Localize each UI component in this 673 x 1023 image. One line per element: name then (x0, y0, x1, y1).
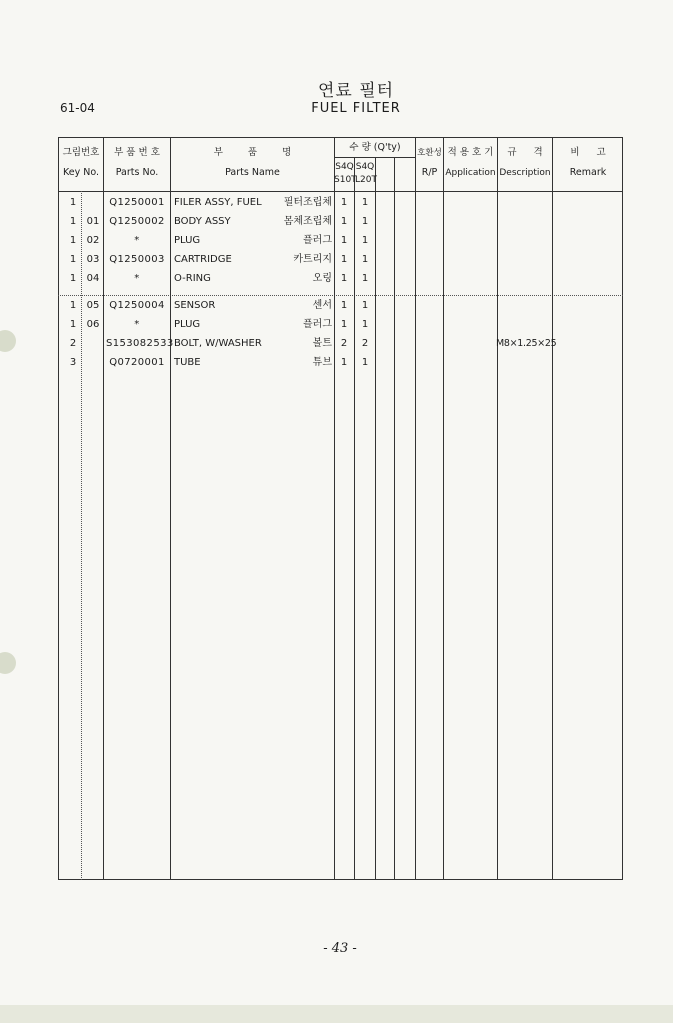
table-row-qty-model1: 1 (340, 357, 348, 368)
table-row-qty-model2: 1 (361, 254, 369, 265)
table-row-part-number: Q1250003 (109, 254, 165, 265)
col-divider-application (497, 137, 498, 880)
col-divider-qty3 (394, 157, 395, 880)
col-divider-qty-end (415, 137, 416, 880)
page-title-english: FUEL FILTER (311, 101, 401, 116)
table-row-qty-model1: 1 (340, 319, 348, 330)
header-qty: 수 량 (Q'ty) (349, 142, 401, 153)
table-row-qty-model2: 1 (361, 273, 369, 284)
header-rp-en: R/P (421, 167, 438, 178)
header-application-en: Application (445, 168, 496, 178)
table-row-part-name: BOLT, W/WASHER (174, 338, 262, 349)
table-row-subkey: 02 (86, 235, 100, 246)
table-row-qty-model2: 1 (361, 357, 369, 368)
table-row-part-number: * (134, 319, 140, 330)
table-row-part-name-kr: 센서 (312, 300, 332, 311)
table-row-part-name: SENSOR (174, 300, 216, 311)
page-title-korean: 연료 필터 (317, 81, 395, 101)
page-edge-band (0, 1005, 673, 1023)
table-row-key: 3 (69, 357, 77, 368)
table-row-qty-model1: 1 (340, 235, 348, 246)
header-bottom-rule (58, 191, 623, 192)
table-row-part-number: * (134, 273, 140, 284)
table-row-qty-model2: 2 (361, 338, 369, 349)
col-divider-name (334, 137, 335, 880)
table-row-key: 1 (69, 197, 77, 208)
col-divider-rp (443, 137, 444, 880)
col-divider-description (552, 137, 553, 880)
table-row-qty-model1: 1 (340, 300, 348, 311)
header-rp-kr: 호환성 (417, 148, 442, 158)
table-row-part-name-kr: 필터조립체 (283, 197, 332, 208)
table-row-part-name: BODY ASSY (174, 216, 231, 227)
table-row-qty-model1: 1 (340, 273, 348, 284)
table-row-qty-model2: 1 (361, 216, 369, 227)
col-divider-partno (170, 137, 171, 880)
header-partname-kr: 부 품 명 (213, 147, 292, 158)
table-row-part-name: CARTRIDGE (174, 254, 232, 265)
table-row-part-name-kr: 플러그 (303, 319, 332, 330)
binder-hole-top (0, 330, 16, 352)
table-row-subkey: 04 (86, 273, 100, 284)
col-divider-qty1 (354, 157, 355, 880)
header-qty-model2-top: S4Q (355, 162, 375, 172)
table-row-qty-model1: 2 (340, 338, 348, 349)
table-row-part-name-kr: 플러그 (303, 235, 332, 246)
table-row-subkey: 03 (86, 254, 100, 265)
table-row-qty-model2: 1 (361, 319, 369, 330)
table-row-subkey: 05 (86, 300, 100, 311)
table-row-part-name: TUBE (174, 357, 201, 368)
table-row-part-name-kr: 몸체조립체 (283, 216, 332, 227)
header-description-en: Description (499, 168, 551, 178)
table-row-part-name: PLUG (174, 319, 201, 330)
table-row-qty-model1: 1 (340, 216, 348, 227)
header-qty-model1-bottom: S10T (334, 175, 357, 185)
table-row-key: 1 (69, 235, 77, 246)
header-remark-en: Remark (569, 167, 607, 178)
table-row-part-number: * (134, 235, 140, 246)
table-row-key: 1 (69, 273, 77, 284)
header-partno-kr: 부 품 번 호 (114, 147, 160, 158)
table-row-part-name-kr: 오링 (312, 273, 332, 284)
table-row-description: M8×1.25×25 (496, 338, 557, 349)
table-row-qty-model2: 1 (361, 300, 369, 311)
header-remark-kr: 비 고 (570, 147, 606, 158)
table-row-key: 1 (69, 319, 77, 330)
header-key-kr: 그림번호 (62, 147, 100, 158)
header-partname-en: Parts Name (225, 167, 280, 178)
table-row-part-number: Q1250004 (109, 300, 165, 311)
col-divider-subkey (81, 191, 82, 880)
table-row-part-name: PLUG (174, 235, 201, 246)
table-row-key: 1 (69, 216, 77, 227)
header-application-kr: 적 용 호 기 (447, 147, 494, 158)
table-row-key: 1 (69, 300, 77, 311)
table-row-key: 1 (69, 254, 77, 265)
table-row-qty-model1: 1 (340, 197, 348, 208)
col-divider-qty2 (375, 157, 376, 880)
header-partno-en: Parts No. (115, 167, 159, 178)
header-qty-model2-bottom: L20T (355, 175, 377, 185)
header-qty-model1-top: S4Q (335, 162, 354, 172)
table-row-key: 2 (69, 338, 77, 349)
table-row-part-name-kr: 튜브 (312, 357, 332, 368)
table-row-part-number: Q1250002 (109, 216, 165, 227)
table-row-part-number: S153082533 (106, 338, 174, 349)
table-row-subkey: 01 (86, 216, 100, 227)
header-key-en: Key No. (62, 167, 99, 178)
page-number: - 43 - (323, 941, 357, 956)
table-row-part-name-kr: 카트리지 (293, 254, 332, 265)
table-row-qty-model2: 1 (361, 197, 369, 208)
table-row-part-name: FILER ASSY, FUEL (174, 197, 262, 208)
binder-hole-bottom (0, 652, 16, 674)
table-row-part-number: Q1250001 (109, 197, 165, 208)
row-group-divider (58, 295, 623, 296)
table-row-qty-model2: 1 (361, 235, 369, 246)
page-code: 61-04 (60, 101, 95, 115)
table-row-qty-model1: 1 (340, 254, 348, 265)
header-description-kr: 규 격 (507, 147, 543, 158)
parts-table (58, 137, 623, 880)
table-row-subkey: 06 (86, 319, 100, 330)
table-row-part-number: Q0720001 (109, 357, 165, 368)
col-divider-key (103, 137, 104, 880)
table-row-part-name-kr: 볼트 (312, 338, 332, 349)
table-row-part-name: O-RING (174, 273, 211, 284)
